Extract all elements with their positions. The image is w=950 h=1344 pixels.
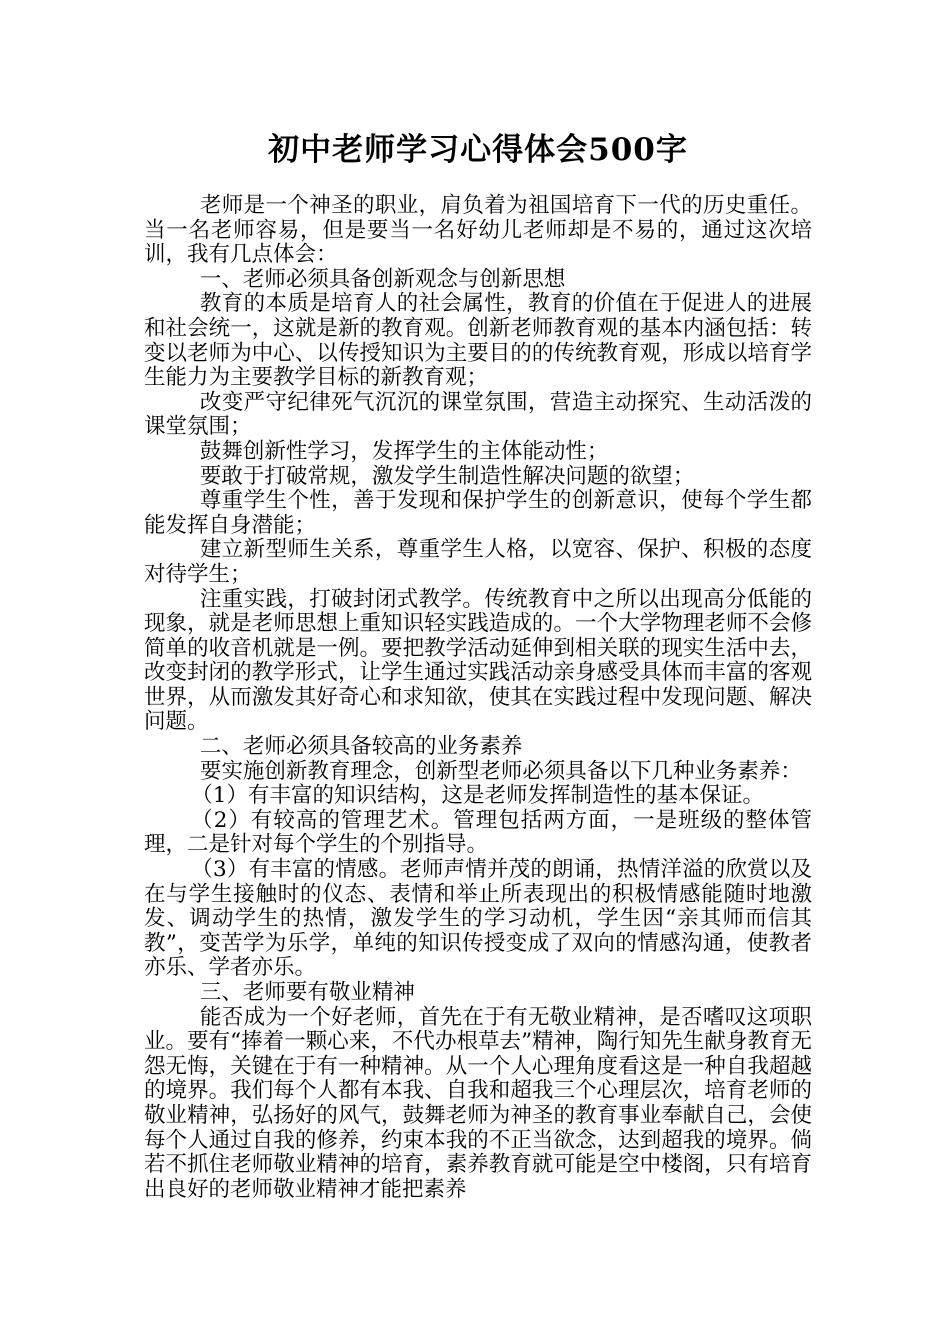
document-page: [144, 128, 812, 1202]
paragraph-intro: 老师是一个神圣的职业，肩负着为祖国培育下一代的历史重任。当一名老师容易，但是要当一名好幼儿老师却是不易的，通过这次培训，我有几点体会：: [144, 193, 812, 268]
document-body: [144, 194, 812, 1202]
section-heading-1: 一、老师必须具备创新观念与创新思想: [199, 266, 566, 292]
paragraph: 建立新型师生关系，尊重学生人格，以宽容、保护、积极的态度对待学生；: [144, 537, 812, 587]
paragraph: 教育的本质是培育人的社会属性，教育的价值在于促进人的进展和社会统一，这就是新的教育观。创新老师教育观的基本内涵包括：转变以老师为中心、以传授知识为主要目的的传统教育观，形成以培育学生能力为主要教学目标的新教育观；: [144, 291, 812, 391]
paragraph: 改变严守纪律死气沉沉的课堂氛围，营造主动探究、生动活泼的课堂氛围；: [144, 389, 812, 440]
paragraph: 尊重学生个性，善于发现和保护学生的创新意识，使每个学生都能发挥自身潜能；: [144, 488, 812, 538]
list-item: （2）有较高的管理艺术。管理包括两方面，一是班级的整体管理，二是针对每个学生的个别指导。: [144, 807, 812, 858]
paragraph: 要敢于打破常规，激发学生制造性解决问题的欲望；: [199, 463, 695, 489]
section-heading-3: 三、老师要有敬业精神: [199, 980, 415, 1005]
paragraph: 鼓舞创新性学习，发挥学生的主体能动性；: [199, 438, 609, 464]
paragraph: 要实施创新教育理念，创新型老师必须具备以下几种业务素养：: [199, 758, 802, 784]
document-title: 初中老师学习心得体会500字: [268, 132, 688, 168]
list-item: （1）有丰富的知识结构，这是老师发挥制造性的基本保证。: [191, 783, 764, 809]
paragraph: 能否成为一个好老师，首先在于有无敬业精神，是否嗜叹这项职业。要有“捧着一颗心来，不代办根草去”精神，陶行知先生献身教育无怨无悔，关键在于有一种精神。从一个人心理角度看这是一种自我超越的境界。我们每个人都有本我、自我和超我三个心理层次，培育老师的敬业精神，弘扬好的风气，鼓舞老师为神圣的教育事业奉献自己，会使每个人通过自我的修养，约束本我的不正当欲念，达到超我的境界。倘若不抓住老师敬业精神的培育，素养教育就可能是空中楼阁，只有培育出良好的老师敬业精神才能把素养: [144, 1004, 812, 1202]
paragraph: 注重实践，打破封闭式教学。传统教育中之所以出现高分低能的现象，就是老师思想上重知识轻实践造成的。一个大学物理老师不会修简单的收音机就是一例。要把教学活动延伸到相关联的现实生活中去，改变封闭的教学形式，让学生通过实践活动亲身感受具体而丰富的客观世界，从而激发其好奇心和求知欲，使其在实践过程中发现问题、解决问题。: [144, 586, 812, 735]
list-item: （3）有丰富的情感。老师声情并茂的朗诵，热情洋溢的欣赏以及在与学生接触时的仪态、表情和举止所表现出的积极情感能随时地激发、调动学生的热情，激发学生的学习动机，学生因“亲其师而信其教”，变苦学为乐学，单纯的知识传授变成了双向的情感沟通，使教者亦乐、学者亦乐。: [144, 857, 812, 981]
section-heading-2: 二、老师必须具备较高的业务素养: [199, 734, 523, 760]
